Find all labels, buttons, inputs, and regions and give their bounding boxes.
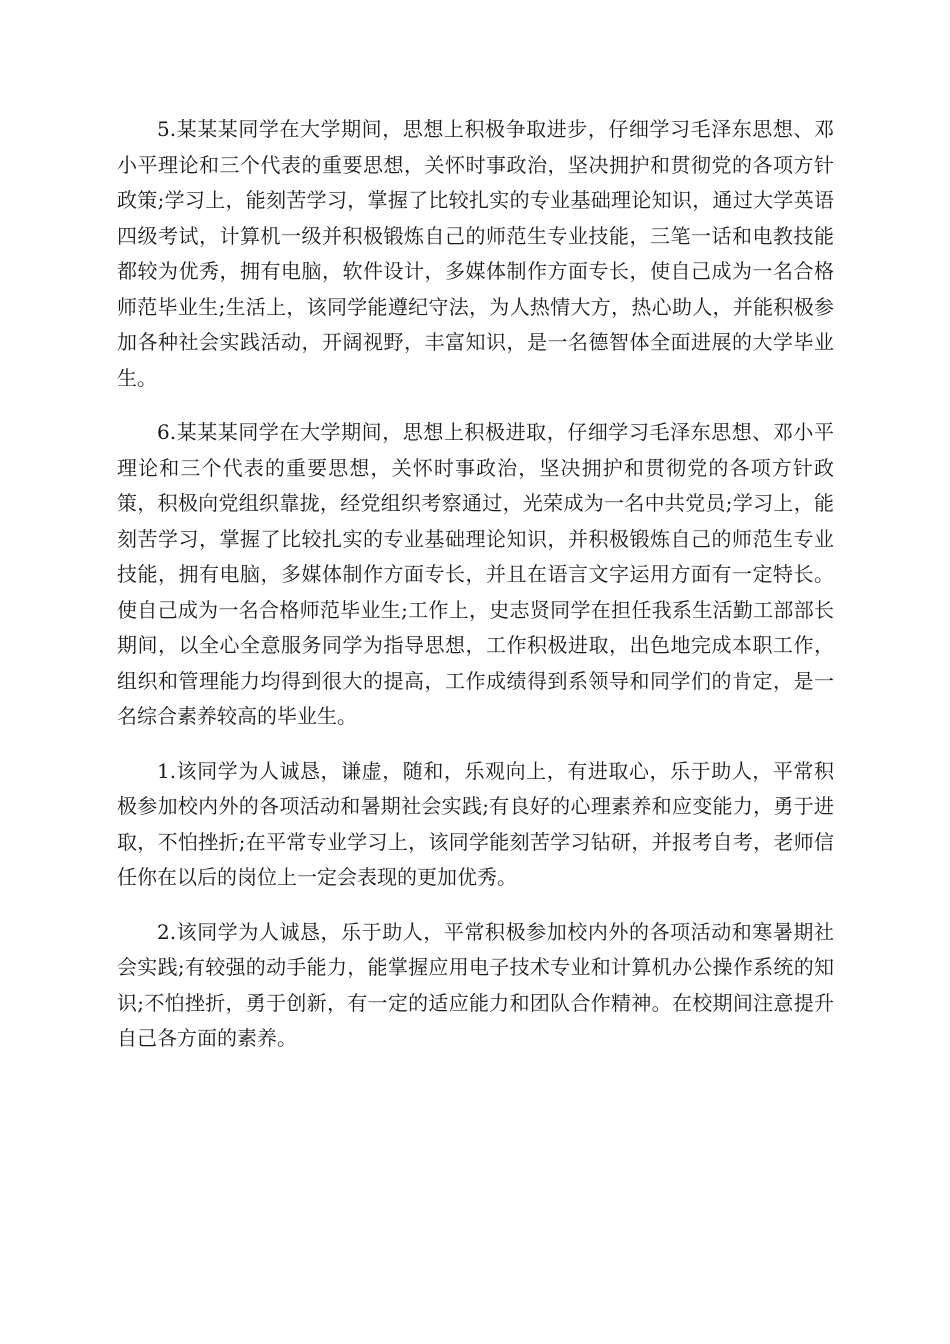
paragraph-6: 6.某某某同学在大学期间，思想上积极进取，仔细学习毛泽东思想、邓小平理论和三个代表的重要思想，关怀时事政治，坚决拥护和贯彻党的各项方针政策，积极向党组织靠拢，经党组织考察通过，光荣成为一名中共党员;学习上，能刻苦学习，掌握了比较扎实的专业基础理论知识，并积极锻炼自己的师范生专业技能，拥有电脑，多媒体制作方面专长，并且在语言文字运用方面有一定特长。使自己成为一名合格师范毕业生;工作上，史志贤同学在担任我系生活勤工部部长期间，以全心全意服务同学为指导思想，工作积极进取，出色地完成本职工作，组织和管理能力均得到很大的提高，工作成绩得到系领导和同学们的肯定，是一名综合素养较高的毕业生。	[117, 420, 834, 728]
paragraph-2: 2.该同学为人诚恳，乐于助人，平常积极参加校内外的各项活动和寒暑期社会实践;有较强的动手能力，能掌握应用电子技术专业和计算机办公操作系统的知识;不怕挫折，勇于创新，有一定的适应能力和团队合作精神。在校期间注意提升自己各方面的素养。	[117, 919, 834, 1050]
document-page	[117, 112, 834, 1076]
paragraph-5: 5.某某某同学在大学期间，思想上积极争取进步，仔细学习毛泽东思想、邓小平理论和三个代表的重要思想，关怀时事政治，坚决拥护和贯彻党的各项方针政策;学习上，能刻苦学习，掌握了比较扎实的专业基础理论知识，通过大学英语四级考试，计算机一级并积极锻炼自己的师范生专业技能，三笔一话和电教技能都较为优秀，拥有电脑，软件设计，多媒体制作方面专长，使自己成为一名合格师范毕业生;生活上，该同学能遵纪守法，为人热情大方，热心助人，并能积极参加各种社会实践活动，开阔视野，丰富知识，是一名德智体全面进展的大学毕业生。	[117, 117, 834, 390]
paragraph-1: 1.该同学为人诚恳，谦虚，随和，乐观向上，有进取心，乐于助人，平常积极参加校内外的各项活动和暑期社会实践;有良好的心理素养和应变能力，勇于进取，不怕挫折;在平常专业学习上，该同学能刻苦学习钻研，并报考自考，老师信任你在以后的岗位上一定会表现的更加优秀。	[117, 758, 834, 889]
